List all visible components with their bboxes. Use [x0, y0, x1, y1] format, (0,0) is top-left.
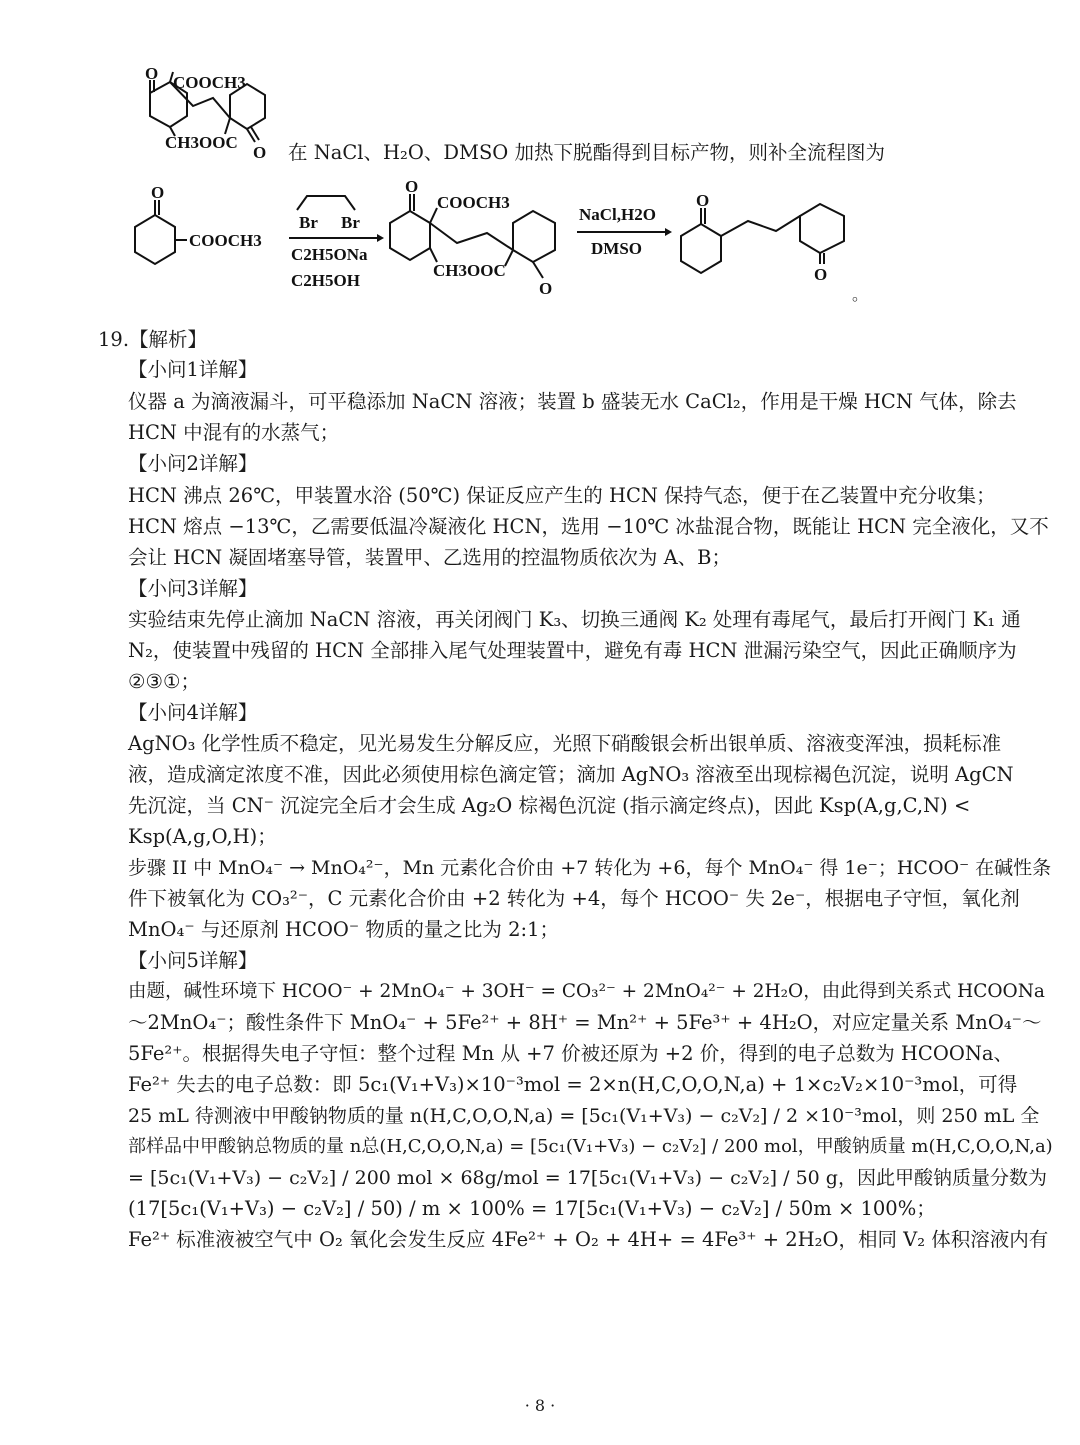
analysis-line: HCN 沸点 26℃，甲装置水浴 (50℃) 保证反应产生的 HCN 保持气态，便于在乙装置中充分收集；: [128, 484, 996, 507]
analysis-line: Fe²⁺ 失去的电子总数：即 5c₁(V₁+V₃)×10⁻³mol = 2×n(H,C,O,O,N,a) + 1×c₂V₂×10⁻³mol，可得: [128, 1073, 1018, 1096]
product-o-right-label: O: [814, 265, 828, 284]
top-note: 在 NaCl、H₂O、DMSO 加热下脱酯得到目标产物，则补全流程图为: [288, 141, 885, 164]
analysis-line: 【小问5详解】: [128, 949, 258, 972]
analysis-line: 【小问2详解】: [128, 452, 258, 475]
analysis-line: 【小问4详解】: [128, 701, 258, 724]
mid-ester-top-label: COOCH3: [437, 193, 510, 212]
mid-ester-bottom-label: CH3OOC: [433, 261, 506, 280]
analysis-line: HCN 中混有的水蒸气；: [128, 421, 340, 444]
section-title: 19.【解析】: [98, 328, 208, 351]
analysis-line: AgNO₃ 化学性质不稳定，见光易发生分解反应，光照下硝酸银会析出银单质、溶液变浑浊，损耗标准: [128, 732, 1002, 755]
analysis-line: 5Fe²⁺。根据得失电子守恒：整个过程 Mn 从 +7 价被还原为 +2 价，得到的电子总数为 HCOONa、: [128, 1042, 1014, 1065]
analysis-line: Ksp(A,g,O,H)；: [128, 825, 277, 848]
ester-bottom-label: CH3OOC: [165, 133, 238, 152]
analysis-line: Fe²⁺ 标准液被空气中 O₂ 氧化会发生反应 4Fe²⁺ + O₂ + 4H+ = 4Fe³⁺ + 2H₂O，相同 V₂ 体积溶液内有: [128, 1228, 1049, 1251]
analysis-line: 【小问1详解】: [128, 358, 258, 381]
start-molecule: [125, 182, 285, 282]
analysis-line: HCN 熔点 −13℃，乙需要低温冷凝液化 HCN，选用 −10℃ 冰盐混合物，既能让 HCN 完全液化，又不: [128, 515, 1049, 538]
analysis-line: ～2MnO₄⁻；酸性条件下 MnO₄⁻ + 5Fe²⁺ + 8H⁺ = Mn²⁺ + 5Fe³⁺ + 4H₂O，对应定量关系 MnO₄⁻～: [128, 1011, 1042, 1034]
analysis-line: 件下被氧化为 CO₃²⁻，C 元素化合价由 +2 转化为 +4，每个 HCOO⁻ 失 2e⁻，根据电子守恒，氧化剂: [128, 887, 1020, 910]
br-right-label: Br: [341, 213, 360, 232]
mid-o-top-label: O: [405, 178, 419, 196]
analysis-line: 由题，碱性环境下 HCOO⁻ + 2MnO₄⁻ + 3OH⁻ = CO₃²⁻ + 2MnO₄²⁻ + 2H₂O，由此得到关系式 HCOONa: [128, 981, 1045, 1002]
analysis-line: 实验结束先停止滴加 NaCN 溶液，再关闭阀门 K₃、切换三通阀 K₂ 处理有毒尾气，最后打开阀门 K₁ 通: [128, 608, 1021, 631]
analysis-line: N₂，使装置中残留的 HCN 全部排入尾气处理装置中，避免有毒 HCN 泄漏污染空气，因此正确顺序为: [128, 639, 1017, 662]
product-molecule: [676, 186, 856, 286]
reaction-arrow-2: [575, 200, 675, 270]
o-top-label: O: [145, 68, 159, 83]
reagent-nacl-h2o: NaCl,H2O: [579, 205, 656, 224]
reagent-c2h5oh: C2H5OH: [291, 271, 360, 290]
start-ester-label: COOCH3: [189, 231, 262, 250]
analysis-line: 部样品中甲酸钠总物质的量 n总(H,C,O,O,N,a) = [5c₁(V₁+V₃) − c₂V₂] / 200 mol，甲酸钠质量 m(H,C,O,O,N,a): [128, 1136, 1053, 1157]
analysis-line: 【小问3详解】: [128, 577, 258, 600]
br-left-label: Br: [299, 213, 318, 232]
top-diester-structure: [125, 68, 285, 163]
product-o-left-label: O: [696, 191, 710, 210]
reagent-c2h5ona: C2H5ONa: [291, 245, 368, 264]
analysis-line: 液，造成滴定浓度不准，因此必须使用棕色滴定管；滴加 AgNO₃ 溶液至出现棕褐色沉淀，说明 AgCN: [128, 763, 1014, 786]
scheme-end-dot: 。: [852, 285, 869, 304]
page-number: · 8 ·: [524, 1396, 556, 1415]
ester-top-label: COOCH3: [173, 73, 246, 92]
analysis-line: 会让 HCN 凝固堵塞导管，装置甲、乙选用的控温物质依次为 A、B；: [128, 546, 731, 569]
analysis-line: 仪器 a 为滴液漏斗，可平稳添加 NaCN 溶液；装置 b 盛装无水 CaCl₂，作用是干燥 HCN 气体，除去: [128, 390, 1017, 413]
analysis-line: (17[5c₁(V₁+V₃) − c₂V₂] / 50) / m × 100% = 17[5c₁(V₁+V₃) − c₂V₂] / 50m × 100%；: [128, 1197, 936, 1220]
analysis-line: = [5c₁(V₁+V₃) − c₂V₂] / 200 mol × 68g/mol = 17[5c₁(V₁+V₃) − c₂V₂] / 50 g，因此甲酸钠质量分数为: [128, 1167, 1047, 1189]
start-o-label: O: [151, 183, 165, 202]
analysis-line: 25 mL 待测液中甲酸钠物质的量 n(H,C,O,O,N,a) = [5c₁(V₁+V₃) − c₂V₂] / 2 ×10⁻³mol，则 250 mL 全: [128, 1105, 1040, 1127]
reaction-arrow-1: [285, 188, 385, 298]
analysis-line: MnO₄⁻ 与还原剂 HCOO⁻ 物质的量之比为 2:1；: [128, 918, 559, 941]
reagent-dmso: DMSO: [591, 239, 642, 258]
analysis-line: ②③①；: [128, 670, 200, 693]
analysis-line: 先沉淀，当 CN⁻ 沉淀完全后才会生成 Ag₂O 棕褐色沉淀 (指示滴定终点)，因此 Ksp(A,g,C,N) <: [128, 794, 971, 817]
middle-diester-molecule: [385, 178, 585, 298]
o-bottom-label: O: [253, 143, 267, 162]
analysis-line: 步骤 II 中 MnO₄⁻ → MnO₄²⁻，Mn 元素化合价由 +7 转化为 +6，每个 MnO₄⁻ 得 1e⁻；HCOO⁻ 在碱性条: [128, 857, 1052, 879]
mid-o-bottom-label: O: [539, 279, 553, 298]
